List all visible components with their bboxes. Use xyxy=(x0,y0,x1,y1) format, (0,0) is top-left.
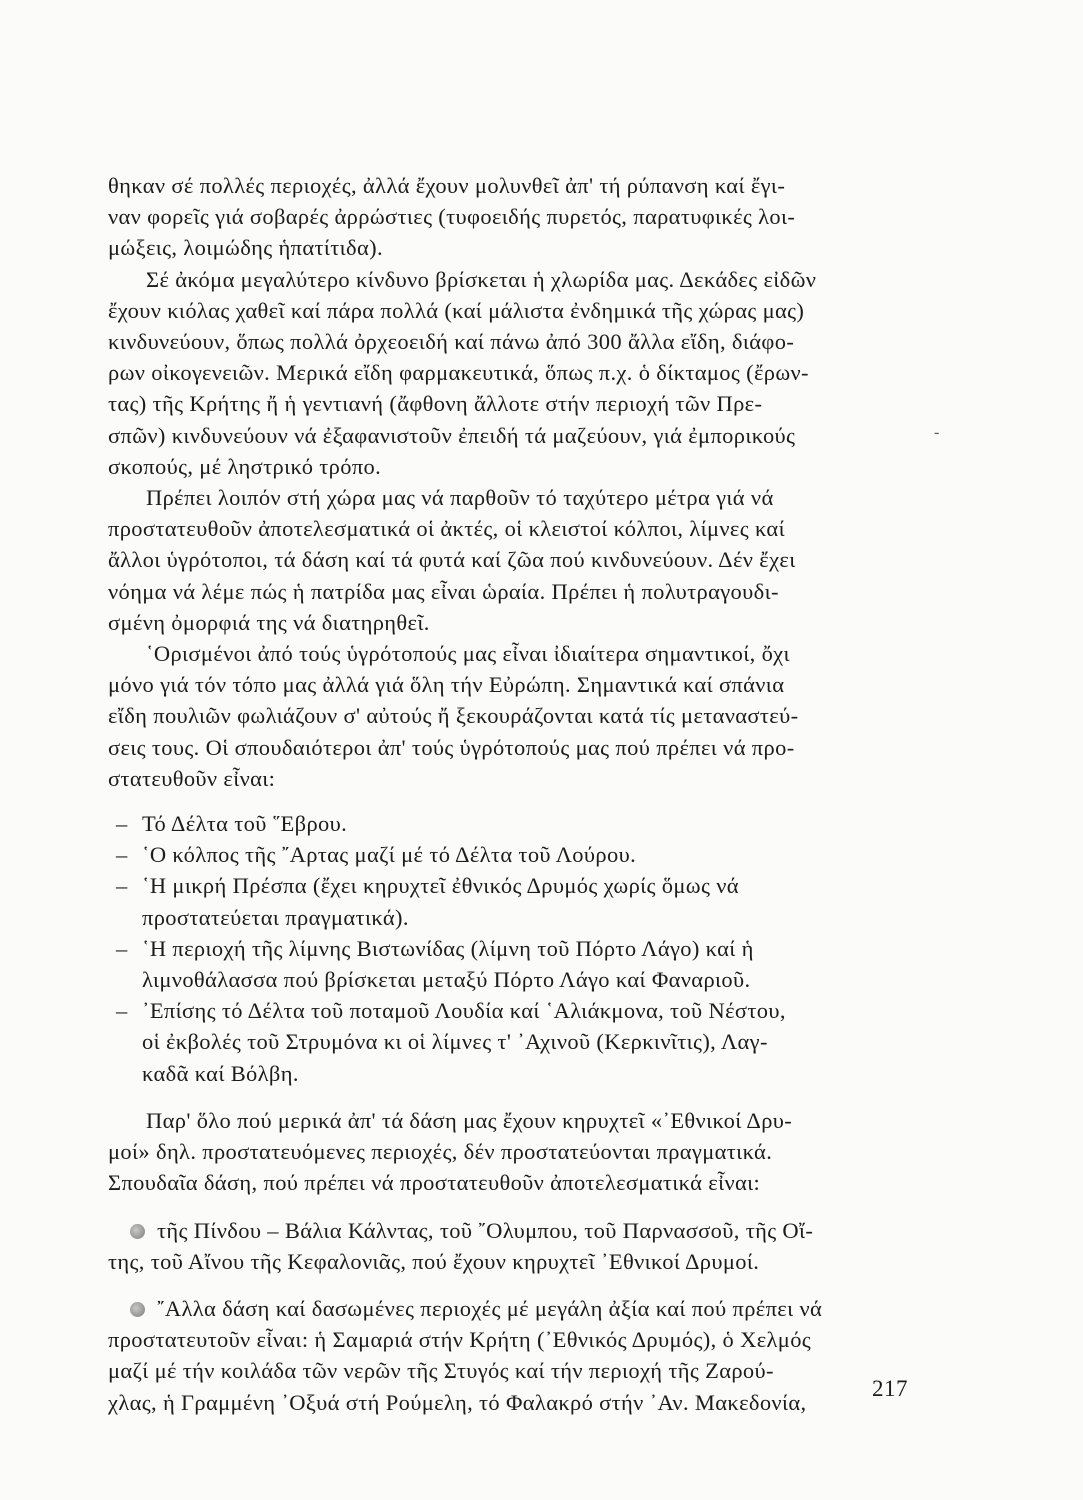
paragraph-pollution: θηκαν σέ πολλές περιοχές, ἀλλά ἔχουν μολυνθεῖ ἀπ' τή ρύπανση καί ἔγι- ναν φορεῖς γιά σοβαρές ἀρρώστιες (τυφοειδής πυρετός, παρατυφικές λοι- μώξεις, λοιμώδης ἡπατίτιδα). xyxy=(108,173,796,261)
margin-mark: - xyxy=(934,424,940,441)
paragraph-flora: Σέ ἀκόμα μεγαλύτερο κίνδυνο βρίσκεται ἡ χλωρίδα μας. Δεκάδες εἰδῶν ἔχουν κιόλας χαθεῖ καί πάρα πολλά (καί μάλιστα ἐνδημικά τῆς χώρας μας) κινδυνεύουν, ὅπως πολλά ὀρχεοειδή καί πάνω ἀπό 300 ἄλλα εἴδη, διάφο- ρων οἰκογενειῶν. Μερικά εἴδη φαρμακευτικά, ὅπως π.χ. ὁ δίκταμος (ἔρων- τας) τῆς Κρήτης ἤ ἡ γεντιανή (ἄφθονη ἄλλοτε στήν περιοχή τῶν Πρε- σπῶν) κινδυνεύουν νά ἐξαφανιστοῦν ἐπειδή τά μαζεύουν, γιά ἐμπορικούς σκοπούς, μέ ληστρικό τρόπο. xyxy=(108,266,817,479)
list-item-text: ᾿Επίσης τό Δέλτα τοῦ ποταμοῦ Λουδία καί ῾Αλιάκμονα, τοῦ Νέστου, οἱ ἐκβολές τοῦ Στρυμόνα κι οἱ λίμνες τ' ᾿Αχινοῦ (Κερκινῖτις), Λαγ- καδᾶ καί Βόλβη. xyxy=(142,998,786,1086)
list-item-text: ῾Η μικρή Πρέσπα (ἔχει κηρυχτεῖ ἐθνικός Δρυμός χωρίς ὅμως νά προστατεύεται πραγματικά). xyxy=(142,873,739,930)
bullet-dot-icon xyxy=(130,1302,145,1317)
bullet-paragraph-other-forests xyxy=(108,1293,905,1418)
bullet-text: τῆς Πίνδου – Βάλια Κάλντας, τοῦ ῎Ολυμπου, τοῦ Παρνασσοῦ, τῆς Οἴ- της, τοῦ Αἴνου τῆς Κεφαλονιᾶς, πού ἔχουν κηρυχτεῖ ᾿Εθνικοί Δρυμοί. xyxy=(108,1217,814,1274)
paragraph-forests: Παρ' ὅλο πού μερικά ἀπ' τά δάση μας ἔχουν κηρυχτεῖ «᾿Εθνικοί Δρυ- μοί» δηλ. προστατευόμενες περιοχές, δέν προστατεύονται πραγματικά. Σπουδαῖα δάση, πού πρέπει νά προστατευθοῦν ἀποτελεσματικά εἶναι: xyxy=(108,1107,793,1196)
list-item xyxy=(108,995,905,1089)
list-item xyxy=(108,839,905,870)
page-number: 217 xyxy=(872,1376,908,1401)
dash-marker: – xyxy=(116,935,128,961)
bullet-dot-icon xyxy=(130,1224,145,1239)
page-text-block xyxy=(108,170,905,1418)
paragraph-protection-measures: Πρέπει λοιπόν στή χώρα μας νά παρθοῦν τό ταχύτερο μέτρα γιά νά προστατευθοῦν ἀποτελεσματικά οἱ ἀκτές, οἱ κλειστοί κόλποι, λίμνες καί ἄλλοι ὑγρότοποι, τά δάση καί τά φυτά καί ζῶα πού κινδυνεύουν. Δέν ἔχει νόημα νά λέμε πώς ἡ πατρίδα μας εἶναι ὡραία. Πρέπει ἡ πολυτραγουδι- σμένη ὀμορφιά της νά διατηρηθεῖ. xyxy=(108,485,796,635)
list-item-text: Τό Δέλτα τοῦ ῞Εβρου. xyxy=(142,811,348,837)
bullet-paragraph-national-parks xyxy=(108,1215,905,1277)
spacer xyxy=(108,1199,905,1215)
dash-marker: – xyxy=(116,811,128,837)
list-item-text: ῾Η περιοχή τῆς λίμνης Βιστωνίδας (λίμνη τοῦ Πόρτο Λάγο) καί ἡ λιμνοθάλασσα πού βρίσκεται μεταξύ Πόρτο Λάγο καί Φαναριοῦ. xyxy=(142,935,754,993)
list-item xyxy=(108,870,905,932)
list-item xyxy=(108,933,905,995)
list-item xyxy=(108,808,905,839)
list-item-text: ῾Ο κόλπος τῆς ῎Αρτας μαζί μέ τό Δέλτα τοῦ Λούρου. xyxy=(142,842,637,868)
dash-marker: – xyxy=(116,998,128,1024)
dash-marker: – xyxy=(116,842,128,868)
dash-marker: – xyxy=(116,873,128,899)
paragraph-wetlands: ῾Ορισμένοι ἀπό τούς ὑγρότοπούς μας εἶναι ἰδιαίτερα σημαντικοί, ὄχι μόνο γιά τόν τόπο μας ἀλλά γιά ὅλη τήν Εὐρώπη. Σημαντικά καί σπάνια εἴδη πουλιῶν φωλιάζουν σ' αὐτούς ἤ ξεκουράζονται κατά τίς μεταναστεύ- σεις τους. Οἱ σπουδαιότεροι ἀπ' τούς ὑγρότοπούς μας πού πρέπει νά προ- στατευθοῦν εἶναι: xyxy=(108,641,799,791)
spacer xyxy=(108,1277,905,1293)
bullet-text: ῎Αλλα δάση καί δασωμένες περιοχές μέ μεγάλη ἀξία καί πού πρέπει νά προστατευτοῦν εἶναι: ἡ Σαμαριά στήν Κρήτη (᾿Εθνικός Δρυμός), ὁ Χελμός μαζί μέ τήν κοιλάδα τῶν νερῶν τῆς Στυγός καί τήν περιοχή τῆς Ζαρού- χλας, ἡ Γραμμένη ᾿Οξυά στή Ρούμελη, τό Φαλακρό στήν ᾿Αν. Μακεδονία, xyxy=(108,1295,823,1415)
spacer xyxy=(108,1089,905,1105)
spacer xyxy=(108,794,905,808)
wetlands-list xyxy=(108,808,905,1089)
